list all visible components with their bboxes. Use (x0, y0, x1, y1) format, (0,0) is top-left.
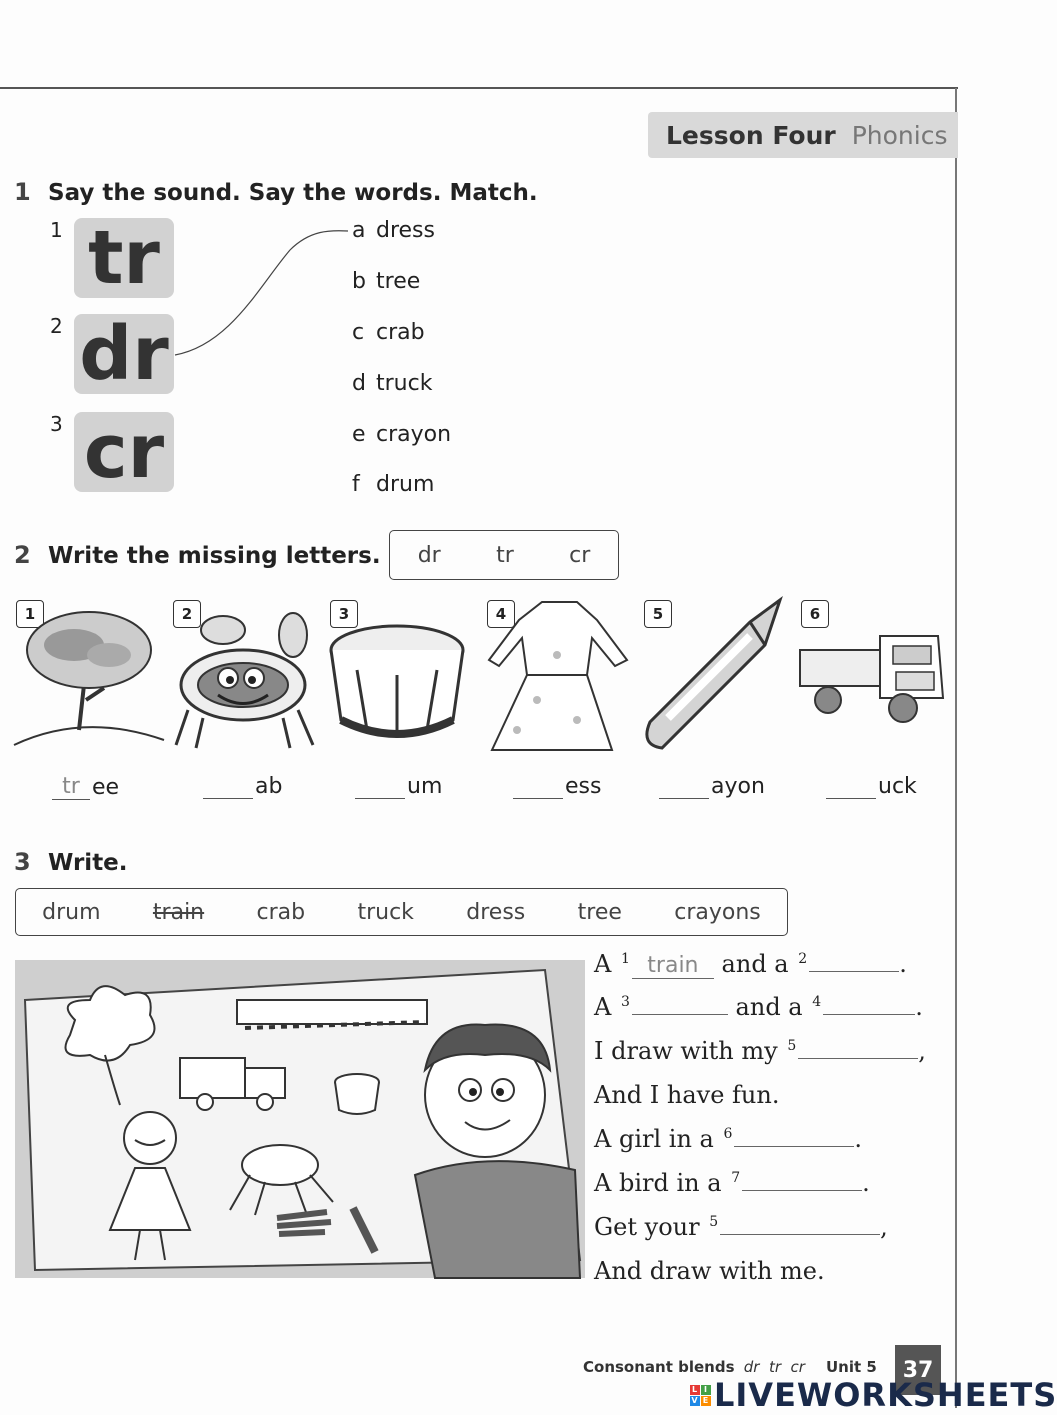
poem-text: Get your (594, 1213, 700, 1241)
crab-icon (168, 600, 318, 750)
option-d[interactable] (352, 371, 432, 396)
poem-line-4: And I have fun. (594, 1081, 780, 1109)
answer-input-2[interactable] (203, 798, 253, 799)
blank-number: 1 (620, 951, 630, 967)
letter-box (389, 530, 619, 580)
word-bank-item: tree (577, 899, 622, 925)
picture-number-6: 6 (801, 600, 829, 628)
word-ending: ayon (711, 774, 765, 799)
letter-option: cr (569, 542, 591, 568)
blend-number-3: 3 (50, 412, 63, 436)
word-ending: um (407, 774, 443, 799)
picture-number-1: 1 (16, 600, 44, 628)
option-word: drum (376, 472, 435, 497)
section2-title: Write the missing letters. (48, 543, 381, 569)
blank-number: 6 (723, 1126, 733, 1142)
word-bank (15, 888, 788, 936)
option-word: dress (376, 218, 435, 243)
poem-punct: . (915, 993, 923, 1021)
poem-text: A girl in a (594, 1125, 714, 1153)
match-line (170, 225, 350, 365)
section1-number: 1 (14, 178, 31, 206)
section3-number: 3 (14, 848, 31, 876)
blend-number-2: 2 (50, 314, 63, 338)
poem-line-6 (594, 1169, 870, 1197)
option-a[interactable] (352, 218, 435, 243)
blank-number: 5 (709, 1214, 719, 1230)
dress-icon (487, 600, 632, 755)
blank-number: 4 (812, 994, 822, 1010)
answer-input-6[interactable] (826, 798, 876, 799)
answer-input-4[interactable] (513, 798, 563, 799)
footer-unit: Unit 5 (826, 1358, 877, 1376)
drum-icon (327, 620, 472, 750)
poem-punct: . (854, 1125, 863, 1153)
poem-line-3 (594, 1037, 926, 1065)
liveworksheets-logo (690, 1376, 1057, 1414)
blend-card-cr[interactable]: cr (74, 412, 174, 492)
poem-text: I draw with my (594, 1037, 778, 1065)
picture-number-3: 3 (330, 600, 358, 628)
blank-number: 5 (787, 1038, 797, 1054)
fill-5 (659, 774, 765, 799)
option-letter: c (352, 320, 365, 345)
option-letter: e (352, 422, 366, 447)
picture-number-2: 2 (173, 600, 201, 628)
option-b[interactable] (352, 269, 420, 294)
boy-drawing-illustration (15, 960, 585, 1278)
letter-option: tr (496, 542, 514, 568)
option-f[interactable] (352, 472, 434, 497)
fill-3 (355, 774, 442, 799)
fill-6 (826, 774, 917, 799)
poem-blank-6[interactable] (734, 1146, 854, 1147)
word-bank-item: dress (466, 899, 526, 925)
option-e[interactable] (352, 422, 451, 447)
option-word: tree (376, 269, 421, 294)
lesson-header (648, 112, 958, 158)
poem-blank-5[interactable] (798, 1058, 918, 1059)
truck-icon (798, 628, 948, 728)
poem-punct: , (918, 1037, 926, 1065)
poem-text: A (594, 950, 612, 978)
section1-title: Say the sound. Say the words. Match. (48, 180, 538, 206)
option-letter: b (352, 269, 366, 294)
crayon-icon (640, 600, 790, 755)
option-letter: a (352, 218, 366, 243)
poem-text: A (594, 993, 612, 1021)
poem-text: and a (721, 950, 789, 978)
tree-icon (14, 600, 164, 750)
word-ending: ee (92, 775, 120, 800)
letter-option: dr (417, 542, 441, 568)
blank-number: 7 (731, 1170, 741, 1186)
word-bank-item: crayons (674, 899, 761, 925)
option-word: truck (376, 371, 433, 396)
footer-topic (583, 1358, 805, 1376)
poem-line-2 (594, 993, 923, 1021)
lesson-title: Lesson Four (666, 120, 836, 150)
poem-line-8: And draw with me. (594, 1257, 825, 1285)
poem-blank-4[interactable] (823, 1014, 915, 1015)
poem-line-5 (594, 1125, 862, 1153)
poem-blank-3[interactable] (632, 1014, 728, 1015)
footer-topic-text: Consonant blends (583, 1358, 735, 1376)
answer-input-3[interactable] (355, 798, 405, 799)
blend-card-tr[interactable]: tr (74, 218, 174, 298)
answer-input-1[interactable]: tr (52, 774, 90, 800)
fill-1 (52, 774, 119, 800)
poem-line-7 (594, 1213, 888, 1241)
option-letter: d (352, 371, 366, 396)
poem-blank-7[interactable] (742, 1190, 862, 1191)
poem-punct: , (880, 1213, 888, 1241)
poem-blank-8[interactable] (720, 1234, 880, 1235)
word-ending: ess (565, 774, 602, 799)
word-bank-item: crab (256, 899, 306, 925)
answer-input-5[interactable] (659, 798, 709, 799)
footer-blends: dr tr cr (743, 1358, 805, 1376)
word-bank-item: truck (357, 899, 414, 925)
picture-number-4: 4 (487, 600, 515, 628)
poem-punct: . (899, 950, 907, 978)
word-bank-item: drum (42, 899, 101, 925)
brand-name: LIVEWORKSHEETS (714, 1376, 1057, 1414)
poem-text: and a (735, 993, 803, 1021)
poem-blank-2[interactable] (809, 971, 899, 972)
word-ending: uck (878, 774, 917, 799)
option-word: crab (376, 320, 425, 345)
word-bank-item-used: train (152, 899, 205, 925)
option-word: crayon (376, 422, 452, 447)
blend-number-1: 1 (50, 218, 63, 242)
fill-4 (513, 774, 601, 799)
lesson-topic: Phonics (851, 120, 948, 150)
word-ending: ab (255, 774, 283, 799)
live-badge-icon: L I V E (691, 1384, 710, 1405)
fill-2 (203, 774, 282, 799)
blank-number: 3 (620, 994, 630, 1010)
poem-text: A bird in a (594, 1169, 722, 1197)
poem-punct: . (862, 1169, 870, 1197)
picture-number-5: 5 (644, 600, 672, 628)
top-border (0, 87, 958, 89)
poem (594, 950, 944, 1290)
page-number: 37 (895, 1345, 941, 1395)
section2-number: 2 (14, 541, 31, 569)
option-letter: f (352, 472, 360, 497)
right-border (955, 88, 957, 1408)
blank-number: 2 (798, 951, 808, 967)
option-c[interactable] (352, 320, 425, 345)
poem-blank-1[interactable]: train (632, 953, 714, 979)
blend-card-dr[interactable]: dr (74, 314, 174, 394)
section3-title: Write. (48, 850, 128, 876)
poem-line-1 (594, 950, 907, 979)
